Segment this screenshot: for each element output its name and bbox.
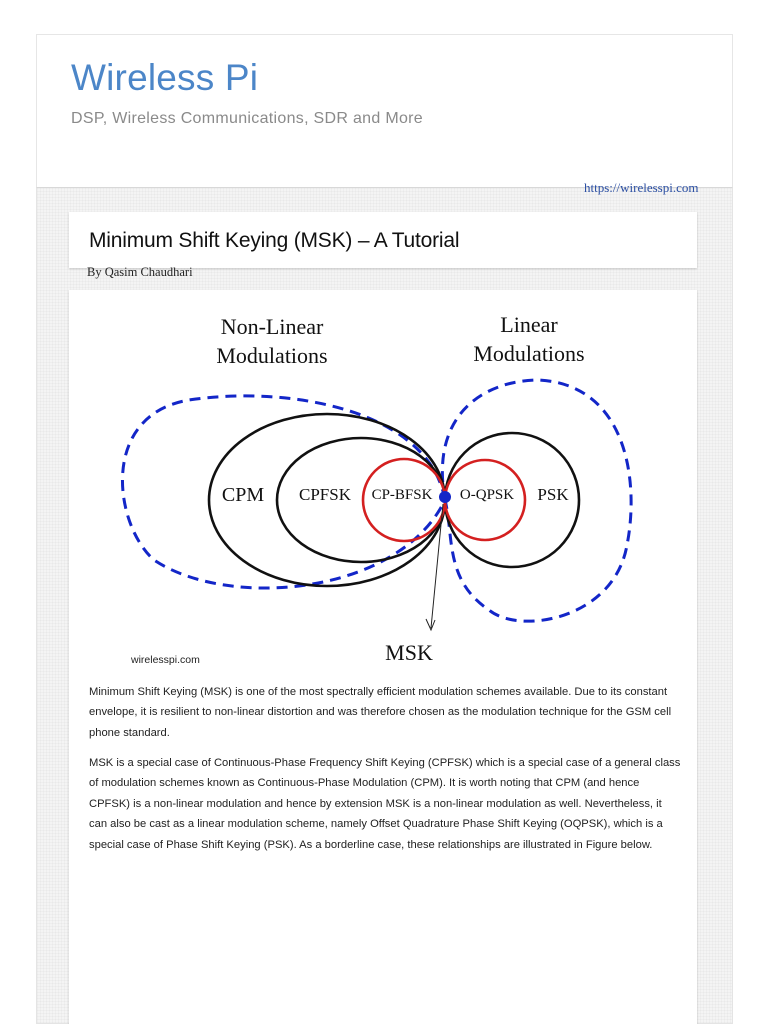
site-header — [36, 34, 733, 188]
cpm-label: CPM — [221, 484, 265, 506]
msk-label: MSK — [385, 640, 433, 665]
msk-arrowhead — [426, 619, 435, 630]
linear-label-line1: Linear — [500, 312, 558, 337]
cpfsk-label: CPFSK — [299, 485, 351, 504]
paragraph-relationships: MSK is a special case of Continuous-Phase Frequency Shift Keying (CPFSK) which is a special case of a general class of modulation schemes known as Continuous-Phase Modulation (CPM). It is worth noting that CPM (and hence CPFSK) is a non-linear modulation and hence by extension MSK is a non-linear modulation as well. Nevertheless, it can also be cast as a linear modulation scheme, namely Offset Quadrature Phase Shift Keying (OQPSK), which is a special case of Phase Shift Keying (PSK). As a borderline case, these relationships are illustrated in Figure below. — [89, 757, 681, 851]
post-title: Minimum Shift Keying (MSK) – A Tutorial — [89, 229, 460, 252]
paragraph-intro: Minimum Shift Keying (MSK) is one of the most spectrally efficient modulation schemes available. Due to its constant envelope, it is resilient to non-linear distortion and was therefore chosen as the modulation technique for the GSM cell phone standard. — [89, 686, 672, 739]
cpbfsk-label: CP-BFSK — [371, 487, 433, 503]
oqpsk-label: O-QPSK — [459, 487, 515, 503]
psk-label: PSK — [537, 485, 569, 504]
post-title-card — [69, 212, 697, 268]
nonlinear-label-line2: Modulations — [216, 343, 328, 368]
figure-watermark: wirelesspi.com — [131, 654, 200, 666]
site-tagline: DSP, Wireless Communications, SDR and More — [71, 110, 423, 127]
site-title[interactable]: Wireless Pi — [71, 57, 259, 98]
site-url[interactable]: https://wirelesspi.com — [584, 180, 699, 195]
post-byline: By Qasim Chaudhari — [87, 265, 193, 279]
post-content — [69, 290, 697, 1024]
linear-label-line2: Modulations — [473, 341, 585, 366]
msk-point — [439, 491, 451, 503]
msk-relationship-figure — [69, 290, 697, 680]
nonlinear-label-line1: Non-Linear — [220, 314, 324, 339]
